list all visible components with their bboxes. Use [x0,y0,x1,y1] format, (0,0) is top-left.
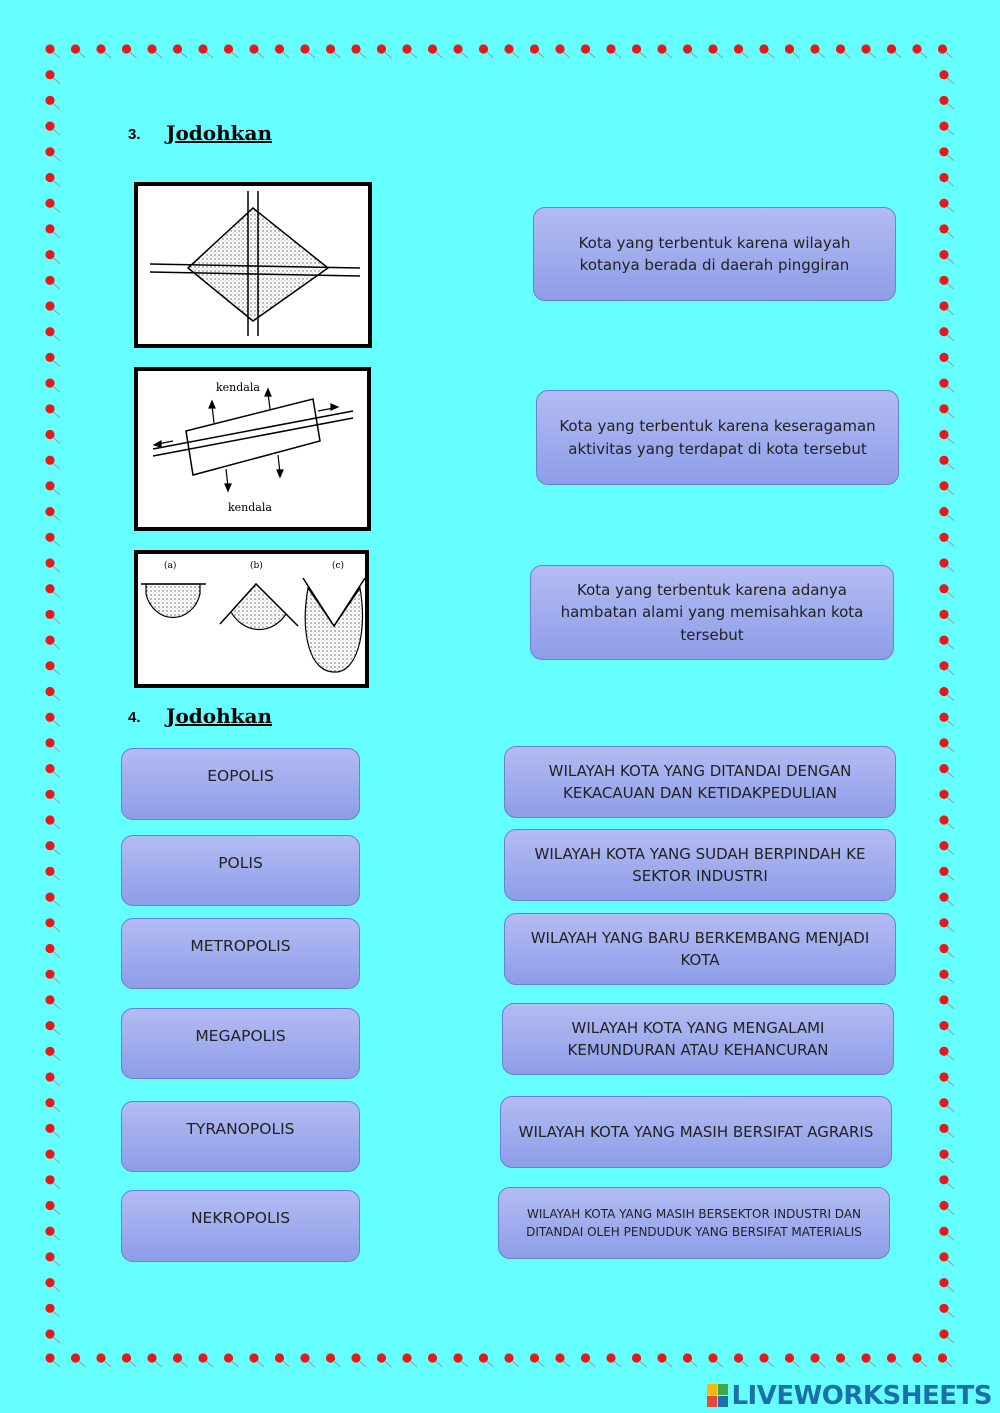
border-dot-tail [947,746,954,752]
border-dot-tail [53,900,60,906]
border-dot-tail [947,258,954,264]
kendala-bottom-label: kendala [228,501,272,514]
term-text: NEKROPOLIS [190,1209,291,1227]
linear-kendala-diagram [138,371,367,527]
border-dot-tail [947,78,954,84]
border-dot-tail [844,1361,851,1367]
liveworksheets-mark-icon [707,1384,729,1408]
border-dot-tail [947,1131,954,1137]
border-dot-tail [947,463,954,469]
section-4-number: 4. [128,709,141,726]
section-3-title: Jodohkan [166,121,273,145]
border-dot-tail [79,52,86,58]
border-dot-tail [359,1361,366,1367]
border-dot-tail [947,797,954,803]
border-dot-tail [53,129,60,135]
border-dot-tail [487,1361,494,1367]
border-dot-tail [614,52,621,58]
border-dot-tail [947,1337,954,1343]
border-dot-tail [53,1286,60,1292]
border-dot-tail [640,1361,647,1367]
border-dot-tail [53,1361,60,1367]
term-text: EOPOLIS [207,767,274,785]
border-dot-tail [53,206,60,212]
border-dot-tail [308,52,315,58]
border-dot-tail [53,258,60,264]
border-dot-tail [53,772,60,778]
border-dot-tail [53,592,60,598]
description-card-2[interactable] [536,390,899,485]
border-dot-tail [512,1361,519,1367]
definition-text: WILAYAH YANG BARU BERKEMBANG MENJADI KOTA [530,928,870,969]
definition-card-5[interactable] [500,1096,892,1168]
border-dot-tail [53,309,60,315]
border-dot-tail [947,823,954,829]
definition-text: WILAYAH KOTA YANG MASIH BERSIFAT AGRARIS [518,1122,874,1141]
border-dot-tail [53,1003,60,1009]
border-dot-tail [53,617,60,623]
border-dot-tail [895,52,902,58]
border-dot-tail [53,566,60,572]
border-dot-tail [181,52,188,58]
term-card-tyranopolis[interactable] [121,1101,360,1172]
border-dot-tail [436,52,443,58]
border-dot-tail [946,52,953,58]
border-dot-tail [947,977,954,983]
border-dot-tail [53,103,60,109]
border-dot-tail [947,540,954,546]
border-dot-tail [947,1286,954,1292]
definition-card-6[interactable] [498,1187,890,1259]
border-dot-tail [53,78,60,84]
border-dot-tail [53,155,60,161]
description-card-3[interactable] [530,565,894,660]
definition-card-2[interactable] [504,829,896,901]
border-dot-tail [767,52,774,58]
border-dot-tail [155,52,162,58]
border-dot-tail [946,1361,953,1367]
section-3-number: 3. [128,126,141,143]
border-dot-tail [947,309,954,315]
border-dot-tail [53,874,60,880]
border-dot-tail [130,52,137,58]
border-dot-tail [53,335,60,341]
term-card-metropolis[interactable] [121,918,360,989]
border-dot-tail [895,1361,902,1367]
border-dot-tail [53,669,60,675]
border-dot-tail [947,1209,954,1215]
definition-card-3[interactable] [504,913,896,985]
border-dot-tail [947,874,954,880]
border-dot-tail [947,515,954,521]
border-dot-tail [563,1361,570,1367]
label-b: (b) [250,561,263,571]
border-dot-tail [716,1361,723,1367]
border-dot-tail [53,1054,60,1060]
border-dot-tail [53,643,60,649]
border-dot-tail [53,438,60,444]
border-dot-tail [947,643,954,649]
border-dot-tail [665,52,672,58]
border-dot-tail [53,1157,60,1163]
border-dot-tail [461,52,468,58]
border-dot-tail [947,669,954,675]
border-dot-tail [53,823,60,829]
description-text: Kota yang terbentuk karena wilayah kotanya berada di daerah pinggiran [578,233,851,274]
border-dot-tail [947,617,954,623]
border-dot-tail [410,52,417,58]
border-dot-tail [181,1361,188,1367]
border-dot-tail [947,181,954,187]
definition-text: WILAYAH KOTA YANG SUDAH BERPINDAH KE SEKTOR INDUSTRI [534,844,866,885]
border-dot-tail [53,695,60,701]
label-a: (a) [164,561,177,571]
border-dot-tail [742,1361,749,1367]
definition-text: WILAYAH KOTA YANG MENGALAMI KEMUNDURAN ATAU KEHANCURAN [567,1018,829,1059]
border-dot-tail [283,52,290,58]
border-dot-tail [947,566,954,572]
term-text: MEGAPOLIS [195,1027,286,1045]
border-dot-tail [947,1183,954,1189]
border-dot-tail [947,283,954,289]
border-dot-tail [410,1361,417,1367]
border-dot-tail [53,232,60,238]
border-dot-tail [257,52,264,58]
border-dot-tail [53,720,60,726]
border-dot-tail [308,1361,315,1367]
term-card-nekropolis[interactable] [121,1190,360,1262]
border-dot-tail [691,1361,698,1367]
border-dot-tail [53,386,60,392]
border-dot-tail [869,1361,876,1367]
border-dot-tail [947,489,954,495]
border-dot-tail [53,1260,60,1266]
border-dot-tail [947,386,954,392]
border-dot-tail [53,1209,60,1215]
pattern-linear-kendala-image[interactable] [134,367,371,531]
description-card-1[interactable] [533,207,896,301]
border-dot-tail [130,1361,137,1367]
border-dot-tail [869,52,876,58]
border-dot-tail [206,52,213,58]
term-text: TYRANOPOLIS [186,1120,295,1138]
border-dot-tail [947,360,954,366]
description-text: Kota yang terbentuk karena adanya hambatan alami yang memisahkan kota tersebut [560,580,864,644]
border-dot-tail [232,52,239,58]
border-dot-tail [53,746,60,752]
liveworksheets-logo [707,1381,992,1411]
border-dot-tail [844,52,851,58]
border-dot-tail [947,1003,954,1009]
border-dot-tail [947,232,954,238]
border-dot-tail [53,463,60,469]
border-dot-tail [53,1080,60,1086]
border-dot-tail [53,926,60,932]
border-dot-tail [818,52,825,58]
border-dot-tail [104,1361,111,1367]
border-dot-tail [947,335,954,341]
border-dot-tail [947,438,954,444]
border-dot-tail [53,360,60,366]
border-dot-tail [947,155,954,161]
border-dot-tail [53,515,60,521]
brand-text: LIVEWORKSHEETS [731,1381,992,1411]
section-4-title: Jodohkan [166,704,273,728]
pattern-diamond-crossroads-image[interactable] [134,182,372,348]
border-dot-tail [947,1054,954,1060]
border-dot-tail [53,797,60,803]
border-dot-tail [716,52,723,58]
border-dot-tail [947,1080,954,1086]
border-dot-tail [947,412,954,418]
border-dot-tail [53,1234,60,1240]
border-dot-tail [947,129,954,135]
border-dot-tail [563,52,570,58]
border-dot-tail [53,977,60,983]
definition-card-1[interactable] [504,746,896,818]
border-dot-tail [53,181,60,187]
border-dot-tail [947,1311,954,1317]
border-dot-tail [947,926,954,932]
border-dot-tail [742,52,749,58]
border-dot-tail [53,540,60,546]
border-dot-tail [818,1361,825,1367]
semicircle-fan-diagram [138,554,365,684]
term-card-eopolis[interactable] [121,748,360,820]
border-dot-tail [793,1361,800,1367]
label-c: (c) [332,561,345,571]
border-dot-tail [538,1361,545,1367]
border-dot-tail [104,52,111,58]
border-dot-tail [283,1361,290,1367]
border-dot-tail [947,720,954,726]
pattern-semicircle-fan-image[interactable] [134,550,369,688]
border-dot-tail [53,1311,60,1317]
term-text: POLIS [218,854,263,872]
border-dot-tail [359,52,366,58]
description-text: Kota yang terbentuk karena keseragaman aktivitas yang terdapat di kota tersebut [559,417,876,458]
border-dot-tail [53,1106,60,1112]
border-dot-tail [947,952,954,958]
border-dot-tail [385,1361,392,1367]
border-dot-tail [334,52,341,58]
kendala-top-label: kendala [216,381,260,394]
border-dot-tail [53,412,60,418]
border-dot-tail [947,1029,954,1035]
border-dot-tail [436,1361,443,1367]
border-dot-tail [665,1361,672,1367]
border-dot-tail [947,1234,954,1240]
border-dot-tail [691,52,698,58]
border-dot-tail [947,1157,954,1163]
border-dot-tail [232,1361,239,1367]
border-dot-tail [53,952,60,958]
term-card-megapolis[interactable] [121,1008,360,1079]
border-dot-tail [53,1131,60,1137]
definition-card-4[interactable] [502,1003,894,1075]
diamond-crossroads-diagram [138,186,368,344]
term-text: METROPOLIS [190,937,291,955]
border-dot-tail [206,1361,213,1367]
border-dot-tail [793,52,800,58]
border-dot-tail [538,52,545,58]
border-dot-tail [947,592,954,598]
border-dot-tail [53,1183,60,1189]
border-dot-tail [947,1260,954,1266]
border-dot-tail [53,283,60,289]
border-dot-tail [920,1361,927,1367]
border-dot-tail [53,849,60,855]
border-dot-tail [614,1361,621,1367]
border-dot-tail [385,52,392,58]
border-dot-tail [947,900,954,906]
border-dot-tail [155,1361,162,1367]
border-dot-tail [487,52,494,58]
border-dot-tail [512,52,519,58]
definition-text: WILAYAH KOTA YANG DITANDAI DENGAN KEKACAUAN DAN KETIDAKPEDULIAN [548,761,852,802]
border-dot-tail [257,1361,264,1367]
border-dot-tail [920,52,927,58]
border-dot-tail [947,206,954,212]
border-dot-tail [589,52,596,58]
border-dot-tail [947,1106,954,1112]
border-dot-tail [947,103,954,109]
border-dot-tail [947,695,954,701]
border-dot-tail [461,1361,468,1367]
term-card-polis[interactable] [121,835,360,906]
border-dot-tail [53,1029,60,1035]
border-dot-tail [640,52,647,58]
border-dot-tail [589,1361,596,1367]
border-dot-tail [767,1361,774,1367]
border-dot-tail [334,1361,341,1367]
border-dot-tail [53,489,60,495]
border-dot-tail [79,1361,86,1367]
border-dot-tail [947,849,954,855]
border-dot-tail [947,772,954,778]
border-dot-tail [53,1337,60,1343]
border-dot-tail [53,52,60,58]
definition-text: WILAYAH KOTA YANG MASIH BERSEKTOR INDUSTRI DAN DITANDAI OLEH PENDUDUK YANG BERSIFAT MATERIALIS [526,1207,862,1239]
